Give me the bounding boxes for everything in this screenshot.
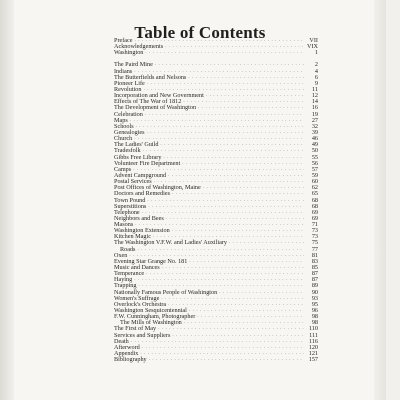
toc-entry-label: Temperance: [114, 270, 145, 278]
toc-entry-page: VII: [309, 36, 318, 44]
toc-entry-page: 50: [311, 147, 318, 155]
toc-entry-label: The Development of Washington: [114, 104, 197, 112]
toc-entry-page: 16: [311, 104, 318, 112]
toc-entry-page: 157: [308, 356, 318, 364]
toc-entry-page: 98: [311, 313, 318, 321]
toc-entry-label: Masons: [114, 221, 134, 229]
toc-entry-page: 68: [311, 196, 318, 204]
toc-entry-label: Pioneer Life: [114, 79, 145, 87]
toc-entry-label: Doctors and Remedies: [114, 190, 171, 198]
toc-entry-page: 14: [311, 98, 318, 106]
toc-entry-label: Tradesfolk: [114, 147, 141, 155]
toc-entry-label: Genealogies: [114, 128, 145, 136]
toc-entry-label: Bibliography: [114, 356, 147, 364]
toc-entry-label: Trapping: [114, 282, 137, 290]
toc-entry-page: 27: [311, 116, 318, 124]
toc-entry-label: Washington Extension: [114, 227, 170, 235]
toc-entry-label: Volunteer Fire Department: [114, 159, 181, 167]
toc-entry-page: 19: [311, 110, 318, 118]
toc-entry-label: Post Offices of Washington, Maine: [114, 184, 201, 192]
dot-leader: [149, 357, 304, 363]
toc-entry-label: Town Pound: [114, 196, 146, 204]
toc-entry-label: Services and Suppliers: [114, 331, 171, 339]
toc-entry-page: 11: [312, 85, 318, 93]
toc-entry-page: 111: [309, 331, 318, 339]
toc-entry-page: 87: [311, 276, 318, 284]
toc-entry-label: Appendix: [114, 350, 139, 358]
book-page: [14, 0, 386, 400]
toc-entry-page: 71: [311, 221, 318, 229]
toc-entry-label: Preface: [114, 36, 133, 44]
toc-entry-label: Advent Campground: [114, 171, 167, 179]
toc-entry-label: The Mills of Washington: [120, 319, 182, 327]
binding-shadow: [0, 0, 14, 400]
toc-entry-label: Overlock's Orchestra: [114, 300, 167, 308]
toc-entry-page: 98: [311, 319, 318, 327]
toc-entry-label: Postal Services: [114, 178, 152, 186]
toc-entry-page: 116: [308, 337, 318, 345]
toc-entry-label: Neighbors and Bees: [114, 214, 164, 222]
toc-entry: [114, 357, 318, 363]
toc-entry-page: 57: [311, 165, 318, 173]
toc-entry-page: 110: [308, 325, 318, 333]
toc-entry-page: 73: [311, 233, 318, 241]
toc-entry-page: 46: [311, 135, 318, 143]
toc-entry-label: F.W. Cunningham, Photographer: [114, 313, 196, 321]
toc-entry-label: Kitchen Magic: [114, 233, 151, 241]
toc-entry-page: 81: [311, 251, 318, 259]
toc-entry-label: Celebration: [114, 110, 143, 118]
toc-entry-page: 96: [311, 307, 318, 315]
toc-entry-page: 83: [311, 257, 318, 265]
toc-entry-page: 59: [311, 171, 318, 179]
toc-entry-label: Afterword: [114, 343, 140, 351]
toc-entry-label: Women's Suffrage: [114, 294, 160, 302]
toc-entry-label: Indians: [114, 67, 133, 75]
toc-entry-label: Acknowledgements: [114, 43, 164, 51]
toc-entry-page: 12: [311, 92, 318, 100]
toc-entry-page: 56: [311, 159, 318, 167]
toc-entry-label: The Paird Mine: [114, 61, 153, 69]
page-edge: [374, 0, 386, 400]
toc-entry-page: 6: [314, 73, 318, 81]
toc-entry-page: 95: [311, 300, 318, 308]
toc-entry-label: Roads: [120, 245, 136, 253]
toc-entry-page: 89: [311, 282, 318, 290]
toc-entry-label: Superstitions: [114, 202, 147, 210]
toc-entry-label: Maps: [114, 116, 128, 124]
toc-entry-label: Haying: [114, 276, 133, 284]
toc-entry-page: 49: [311, 141, 318, 149]
page-title: Table of Contents: [134, 23, 266, 43]
toc-entry-page: 1: [314, 49, 318, 57]
toc-entry-label: Telephone: [114, 208, 140, 216]
toc-entry-label: Effects of The War of 1812: [114, 98, 182, 106]
toc-entry-page: 93: [311, 294, 318, 302]
toc-entry-page: 4: [314, 67, 318, 75]
toc-entry-page: 75: [311, 239, 318, 247]
toc-entry-page: 39: [311, 128, 318, 136]
toc-entry-label: Church: [114, 135, 133, 143]
toc-entry-label: Oxen: [114, 251, 128, 259]
toc-entry-label: The Butterfields and Nelsons: [114, 73, 187, 81]
toc-entry-page: 69: [311, 214, 318, 222]
toc-entry-page: 32: [311, 122, 318, 130]
toc-entry-page: 90: [311, 288, 318, 296]
toc-entry-label: Gibbs Free Library: [114, 153, 162, 161]
toc-entry-label: Incorporation and New Government: [114, 92, 204, 100]
toc-entry-label: Evening Star Grange No. 181: [114, 257, 188, 265]
toc-entry-page: 87: [311, 270, 318, 278]
dot-leader: [145, 50, 304, 56]
toc-entry-label: Music and Dances: [114, 264, 160, 272]
toc-entry-label: Nationally Famous People of Washington: [114, 288, 218, 296]
toc-entry-label: Death: [114, 337, 129, 345]
toc-entry-label: Washington: [114, 49, 144, 57]
toc-entry-label: Camps: [114, 165, 132, 173]
toc-entry-page: 120: [308, 343, 318, 351]
toc-entry-page: 69: [311, 208, 318, 216]
toc-entry-page: 2: [314, 61, 318, 69]
toc-entry-page: 121: [308, 350, 318, 358]
toc-entry-label: Schools: [114, 122, 134, 130]
toc-entry-label: Washington Sesquicentennial: [114, 307, 187, 315]
toc-entry-page: 73: [311, 227, 318, 235]
toc-entry-page: 68: [311, 202, 318, 210]
toc-entry-page: 62: [311, 184, 318, 192]
toc-list: [114, 38, 318, 363]
toc-entry-page: 60: [311, 178, 318, 186]
toc-entry-label: The Ladies' Guild: [114, 141, 159, 149]
toc-entry-label: Revolution: [114, 85, 142, 93]
toc-entry-label: The Washington V.F.W. and Ladies' Auxiliary: [114, 239, 227, 247]
toc-entry-label: The First of May: [114, 325, 157, 333]
toc-entry-page: 85: [311, 264, 318, 272]
toc-entry-page: VIX: [307, 43, 318, 51]
toc-entry-page: 9: [314, 79, 318, 87]
toc-entry-page: 77: [311, 245, 318, 253]
toc-entry: [114, 50, 318, 56]
toc-entry-page: 65: [311, 190, 318, 198]
toc-entry-page: 55: [311, 153, 318, 161]
